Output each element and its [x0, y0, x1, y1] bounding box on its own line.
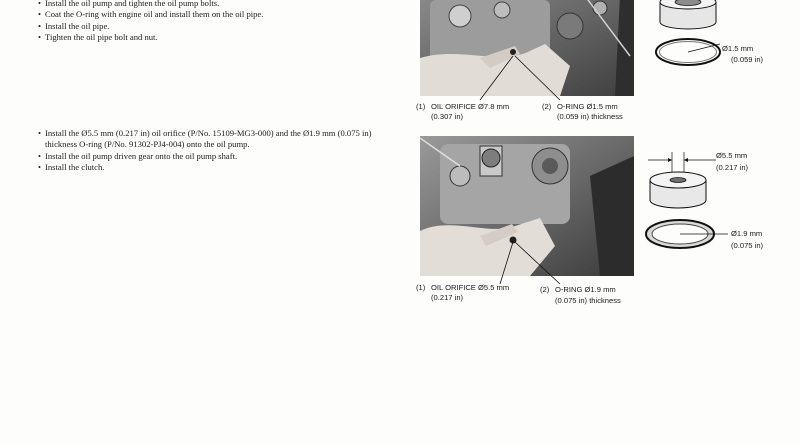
o-ring-label: O-RING Ø1.5 mm	[557, 102, 618, 111]
instruction-step: • Install the oil pipe.	[38, 21, 398, 32]
callout-number: (1)	[416, 102, 426, 111]
instruction-step: • Coat the O-ring with engine oil and install them on the oil pipe.	[38, 9, 398, 20]
o-ring-inch: (0.059 in) thickness	[557, 112, 623, 121]
o-ring-label: O-RING Ø1.9 mm	[555, 285, 616, 294]
oil-orifice-inch: (0.217 in)	[431, 293, 464, 302]
instruction-step: • Install the oil pump driven gear onto the oil pump shaft.	[38, 151, 383, 162]
callout-number: (1)	[416, 283, 426, 292]
oil-orifice-inch: (0.307 in)	[431, 112, 464, 121]
oil-orifice-label: OIL ORIFICE Ø5.5 mm	[431, 283, 510, 292]
callout-leaders-2	[420, 238, 634, 288]
orifice-dimension-inch: (0.217 in)	[716, 163, 749, 172]
instruction-step: • Install the clutch.	[38, 162, 383, 173]
o-ring-dimension-inch: (0.075 in)	[731, 241, 764, 250]
instruction-list-1	[38, 0, 398, 44]
instruction-list-2	[38, 128, 383, 174]
o-ring-dimension-mm: Ø1.5 mm	[722, 44, 754, 53]
callout-leaders-1	[420, 50, 634, 100]
callout-number: (2)	[540, 285, 550, 294]
callout-number: (2)	[542, 102, 552, 111]
o-ring-dimension-mm: Ø1.9 mm	[731, 229, 763, 238]
instruction-step: • Install the oil pump and tighten the oil pump bolts.	[38, 0, 398, 9]
orifice-dimension-mm: Ø5.5 mm	[716, 151, 748, 160]
orifice-o-ring-diagram-1	[648, 0, 728, 74]
oil-orifice-label: OIL ORIFICE Ø7.8 mm	[431, 102, 510, 111]
instruction-step: • Tighten the oil pipe bolt and nut.	[38, 32, 398, 43]
o-ring-dimension-inch: (0.059 in)	[731, 55, 764, 64]
o-ring-inch: (0.075 in) thickness	[555, 296, 621, 305]
instruction-step: • Install the Ø5.5 mm (0.217 in) oil orifice (P/No. 15109-MG3-000) and the Ø1.9 mm (0.075 in) thickness O-ring (P/No. 91302-PJ4-004) onto the oil pump.	[38, 128, 383, 151]
